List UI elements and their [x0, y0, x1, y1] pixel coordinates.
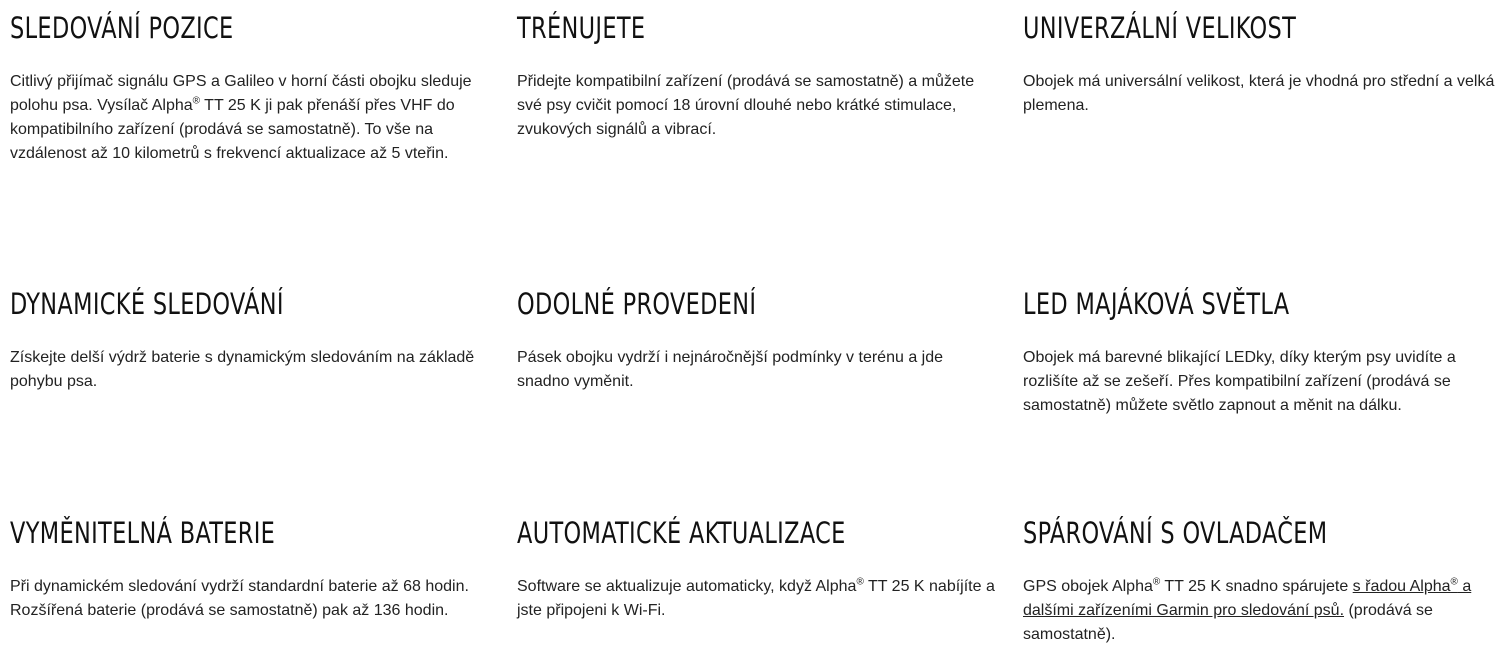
feature-description: [517, 575, 997, 623]
feature-rugged-design: [517, 286, 997, 394]
feature-description: Pásek obojku vydrží i nejnáročnější podmínky v terénu a jde snadno vyměnit.: [517, 349, 944, 390]
feature-title: DYNAMICKÉ SLEDOVÁNÍ: [10, 287, 284, 321]
link-text-part[interactable]: a dalšími zařízeními Garmin pro sledování psů.: [1023, 578, 1472, 619]
feature-title: SPÁROVÁNÍ S OVLADAČEM: [1023, 516, 1328, 550]
feature-controller-pairing: [1023, 515, 1498, 647]
feature-description: Získejte delší výdrž baterie s dynamickým sledováním na základě pohybu psa.: [10, 349, 475, 390]
feature-title: UNIVERZÁLNÍ VELIKOST: [1023, 11, 1297, 45]
feature-title: VYMĚNITELNÁ BATERIE: [10, 516, 276, 550]
feature-text-part: TT 25 K nabíjíte a jste připojeni k Wi-Fi.: [517, 578, 995, 619]
registered-mark[interactable]: ®: [1450, 576, 1458, 588]
feature-dynamic-tracking: [10, 286, 490, 394]
feature-description: [10, 70, 490, 166]
feature-description: [1023, 575, 1498, 647]
feature-led-beacon-lights: [1023, 286, 1498, 418]
feature-title: SLEDOVÁNÍ POZICE: [10, 11, 234, 45]
feature-text-part: (prodává se samostatně).: [1023, 602, 1433, 643]
feature-title: ODOLNÉ PROVEDENÍ: [517, 287, 757, 321]
feature-description: Obojek má universální velikost, která je vhodná pro střední a velká plemena.: [1023, 73, 1495, 114]
feature-position-tracking: [10, 10, 490, 166]
feature-title: LED MAJÁKOVÁ SVĚTLA: [1023, 287, 1290, 321]
feature-description: Obojek má barevné blikající LEDky, díky kterým psy uvidíte a rozlišíte až se zešeří. Přes kompatibilní zařízení (prodává se samostatně) můžete světlo zapnout a měnit na dálku.: [1023, 349, 1456, 414]
feature-text-part: TT 25 K ji pak přenáší přes VHF do kompatibilního zařízení (prodává se samostatně). To vše na vzdálenost až 10 kilometrů s frekvencí aktualizace až 5 vteřin.: [10, 97, 455, 162]
registered-mark: ®: [856, 576, 864, 588]
feature-title: AUTOMATICKÉ AKTUALIZACE: [517, 516, 846, 550]
feature-text-part: Citlivý přijímač signálu GPS a Galileo v horní části obojku sleduje polohu psa. Vysílač Alpha: [10, 73, 472, 114]
feature-description: Při dynamickém sledování vydrží standardní baterie až 68 hodin. Rozšířená baterie (prodává se samostatně) pak až 136 hodin.: [10, 578, 469, 619]
feature-description: Přidejte kompatibilní zařízení (prodává se samostatně) a můžete své psy cvičit pomocí 18 úrovní dlouhé nebo krátké stimulace, zvukových signálů a vibrací.: [517, 73, 975, 138]
feature-training: [517, 10, 997, 142]
feature-title: TRÉNUJETE: [517, 11, 646, 45]
feature-replaceable-battery: [10, 515, 490, 623]
feature-automatic-updates: [517, 515, 997, 623]
registered-mark: ®: [192, 95, 201, 107]
feature-text-part: Software se aktualizuje automaticky, když Alpha: [517, 578, 857, 595]
link-text-part[interactable]: s řadou Alpha: [1352, 578, 1451, 595]
feature-text-part: TT 25 K snadno spárujete: [1160, 578, 1353, 595]
feature-universal-size: [1023, 10, 1498, 118]
registered-mark: ®: [1152, 576, 1161, 588]
feature-text-part: GPS obojek Alpha: [1023, 578, 1153, 595]
